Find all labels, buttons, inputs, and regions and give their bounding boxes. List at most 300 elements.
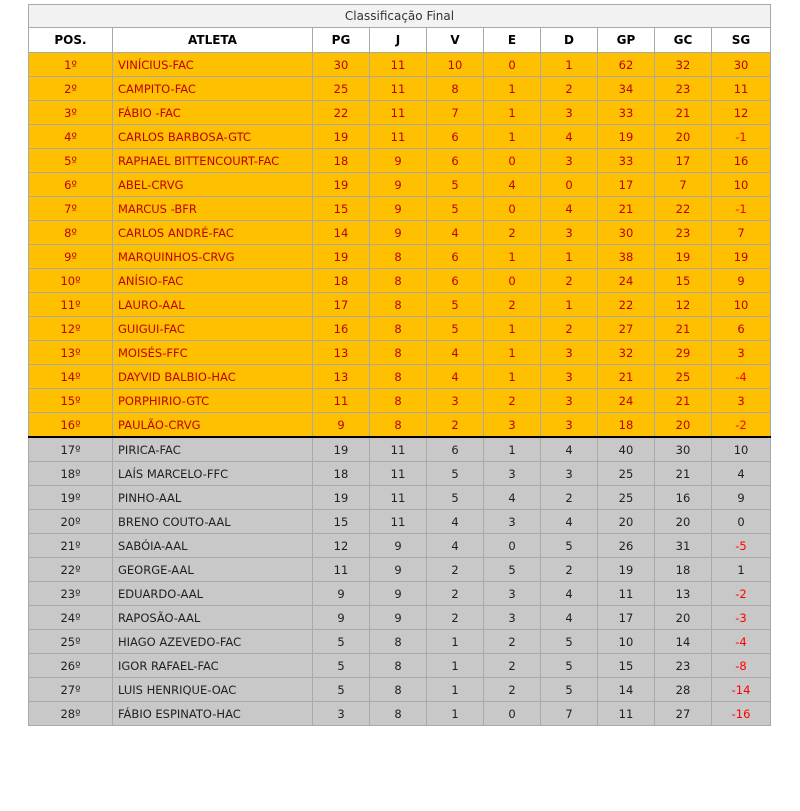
table-row — [29, 125, 771, 149]
cell-gc: 20 — [655, 510, 712, 534]
cell-gp: 18 — [598, 413, 655, 438]
cell-pg: 19 — [313, 173, 370, 197]
cell-name: CARLOS BARBOSA-GTC — [113, 125, 313, 149]
cell-gp: 33 — [598, 101, 655, 125]
cell-d: 5 — [541, 534, 598, 558]
cell-gp: 21 — [598, 197, 655, 221]
cell-gc: 21 — [655, 101, 712, 125]
cell-v: 1 — [427, 630, 484, 654]
table-row — [29, 173, 771, 197]
cell-gp: 34 — [598, 77, 655, 101]
cell-d: 2 — [541, 486, 598, 510]
cell-pg: 5 — [313, 678, 370, 702]
cell-sg: 9 — [712, 269, 771, 293]
cell-gp: 25 — [598, 486, 655, 510]
column-header: GP — [598, 28, 655, 53]
cell-sg: 19 — [712, 245, 771, 269]
cell-v: 2 — [427, 413, 484, 438]
cell-d: 3 — [541, 341, 598, 365]
cell-gc: 22 — [655, 197, 712, 221]
cell-gp: 24 — [598, 389, 655, 413]
cell-j: 9 — [370, 149, 427, 173]
standings-body — [29, 53, 771, 726]
cell-gp: 32 — [598, 341, 655, 365]
cell-j: 9 — [370, 558, 427, 582]
cell-j: 8 — [370, 702, 427, 726]
cell-j: 8 — [370, 293, 427, 317]
table-row — [29, 437, 771, 462]
cell-gc: 14 — [655, 630, 712, 654]
cell-e: 1 — [484, 101, 541, 125]
cell-name: MARQUINHOS-CRVG — [113, 245, 313, 269]
cell-e: 3 — [484, 413, 541, 438]
cell-pos: 17º — [29, 437, 113, 462]
cell-sg: 3 — [712, 341, 771, 365]
cell-sg: 3 — [712, 389, 771, 413]
cell-d: 5 — [541, 678, 598, 702]
cell-j: 9 — [370, 582, 427, 606]
column-header: J — [370, 28, 427, 53]
cell-gc: 15 — [655, 269, 712, 293]
cell-name: CARLOS ANDRÉ-FAC — [113, 221, 313, 245]
cell-v: 6 — [427, 437, 484, 462]
table-row — [29, 606, 771, 630]
cell-j: 8 — [370, 341, 427, 365]
cell-v: 2 — [427, 558, 484, 582]
cell-e: 2 — [484, 678, 541, 702]
table-row — [29, 317, 771, 341]
cell-sg: 6 — [712, 317, 771, 341]
cell-sg: 10 — [712, 173, 771, 197]
cell-gp: 21 — [598, 365, 655, 389]
cell-gc: 13 — [655, 582, 712, 606]
cell-sg: 7 — [712, 221, 771, 245]
cell-sg: -3 — [712, 606, 771, 630]
cell-sg: -4 — [712, 630, 771, 654]
cell-d: 4 — [541, 197, 598, 221]
cell-sg: -14 — [712, 678, 771, 702]
cell-e: 2 — [484, 654, 541, 678]
table-row — [29, 197, 771, 221]
cell-v: 1 — [427, 678, 484, 702]
cell-sg: -4 — [712, 365, 771, 389]
cell-v: 3 — [427, 389, 484, 413]
column-header: PG — [313, 28, 370, 53]
cell-pg: 9 — [313, 582, 370, 606]
cell-gc: 27 — [655, 702, 712, 726]
cell-name: GUIGUI-FAC — [113, 317, 313, 341]
cell-gp: 33 — [598, 149, 655, 173]
cell-e: 0 — [484, 149, 541, 173]
table-row — [29, 413, 771, 438]
table-row — [29, 101, 771, 125]
table-row — [29, 462, 771, 486]
cell-gc: 28 — [655, 678, 712, 702]
cell-pg: 18 — [313, 149, 370, 173]
cell-pos: 3º — [29, 101, 113, 125]
cell-e: 3 — [484, 606, 541, 630]
cell-d: 3 — [541, 221, 598, 245]
cell-pos: 15º — [29, 389, 113, 413]
table-row — [29, 534, 771, 558]
cell-gp: 15 — [598, 654, 655, 678]
cell-pos: 2º — [29, 77, 113, 101]
cell-pg: 19 — [313, 245, 370, 269]
column-header: D — [541, 28, 598, 53]
table-row — [29, 149, 771, 173]
cell-j: 8 — [370, 317, 427, 341]
cell-gp: 27 — [598, 317, 655, 341]
table-row — [29, 77, 771, 101]
cell-j: 11 — [370, 101, 427, 125]
cell-pg: 15 — [313, 510, 370, 534]
cell-gp: 20 — [598, 510, 655, 534]
cell-e: 2 — [484, 293, 541, 317]
cell-d: 5 — [541, 630, 598, 654]
table-row — [29, 53, 771, 77]
standings-sheet — [28, 4, 770, 726]
cell-gp: 26 — [598, 534, 655, 558]
cell-sg: -1 — [712, 197, 771, 221]
cell-pg: 16 — [313, 317, 370, 341]
cell-gp: 62 — [598, 53, 655, 77]
cell-d: 4 — [541, 606, 598, 630]
cell-j: 9 — [370, 606, 427, 630]
cell-name: FÁBIO -FAC — [113, 101, 313, 125]
cell-gp: 17 — [598, 606, 655, 630]
cell-e: 0 — [484, 534, 541, 558]
cell-name: DAYVID BALBIO-HAC — [113, 365, 313, 389]
cell-pg: 19 — [313, 437, 370, 462]
cell-pos: 4º — [29, 125, 113, 149]
cell-pos: 7º — [29, 197, 113, 221]
cell-v: 5 — [427, 197, 484, 221]
cell-pg: 12 — [313, 534, 370, 558]
cell-v: 4 — [427, 510, 484, 534]
cell-v: 4 — [427, 221, 484, 245]
cell-sg: 11 — [712, 77, 771, 101]
cell-v: 5 — [427, 293, 484, 317]
cell-name: CAMPITO-FAC — [113, 77, 313, 101]
cell-v: 5 — [427, 462, 484, 486]
column-header: E — [484, 28, 541, 53]
cell-d: 4 — [541, 437, 598, 462]
cell-j: 8 — [370, 654, 427, 678]
cell-sg: 30 — [712, 53, 771, 77]
cell-v: 4 — [427, 341, 484, 365]
cell-pos: 20º — [29, 510, 113, 534]
cell-e: 0 — [484, 269, 541, 293]
cell-d: 3 — [541, 413, 598, 438]
cell-gc: 7 — [655, 173, 712, 197]
cell-j: 11 — [370, 462, 427, 486]
cell-pg: 5 — [313, 630, 370, 654]
cell-pos: 11º — [29, 293, 113, 317]
cell-gp: 24 — [598, 269, 655, 293]
cell-e: 0 — [484, 702, 541, 726]
cell-e: 1 — [484, 77, 541, 101]
cell-sg: -2 — [712, 413, 771, 438]
cell-d: 1 — [541, 245, 598, 269]
cell-gp: 19 — [598, 558, 655, 582]
cell-j: 8 — [370, 245, 427, 269]
cell-name: IGOR RAFAEL-FAC — [113, 654, 313, 678]
cell-e: 1 — [484, 125, 541, 149]
cell-gc: 29 — [655, 341, 712, 365]
cell-d: 3 — [541, 365, 598, 389]
cell-gp: 19 — [598, 125, 655, 149]
column-header: SG — [712, 28, 771, 53]
cell-d: 7 — [541, 702, 598, 726]
cell-e: 1 — [484, 245, 541, 269]
cell-pg: 30 — [313, 53, 370, 77]
cell-gc: 18 — [655, 558, 712, 582]
cell-pg: 13 — [313, 365, 370, 389]
cell-gc: 23 — [655, 654, 712, 678]
cell-pos: 28º — [29, 702, 113, 726]
cell-v: 1 — [427, 654, 484, 678]
table-row — [29, 630, 771, 654]
cell-name: ABEL-CRVG — [113, 173, 313, 197]
cell-sg: -2 — [712, 582, 771, 606]
cell-e: 1 — [484, 437, 541, 462]
cell-j: 8 — [370, 365, 427, 389]
cell-name: EDUARDO-AAL — [113, 582, 313, 606]
cell-d: 2 — [541, 317, 598, 341]
table-row — [29, 221, 771, 245]
cell-gc: 16 — [655, 486, 712, 510]
cell-e: 1 — [484, 341, 541, 365]
cell-pos: 5º — [29, 149, 113, 173]
cell-v: 8 — [427, 77, 484, 101]
cell-gc: 12 — [655, 293, 712, 317]
table-row — [29, 510, 771, 534]
cell-d: 3 — [541, 149, 598, 173]
cell-gc: 21 — [655, 462, 712, 486]
cell-sg: 12 — [712, 101, 771, 125]
cell-gc: 31 — [655, 534, 712, 558]
cell-sg: -8 — [712, 654, 771, 678]
cell-v: 6 — [427, 269, 484, 293]
cell-gp: 11 — [598, 582, 655, 606]
cell-name: LUIS HENRIQUE-OAC — [113, 678, 313, 702]
cell-gp: 14 — [598, 678, 655, 702]
cell-j: 9 — [370, 173, 427, 197]
table-row — [29, 678, 771, 702]
cell-name: FÁBIO ESPINATO-HAC — [113, 702, 313, 726]
column-header: ATLETA — [113, 28, 313, 53]
cell-d: 3 — [541, 389, 598, 413]
cell-j: 8 — [370, 269, 427, 293]
cell-gp: 30 — [598, 221, 655, 245]
cell-e: 4 — [484, 173, 541, 197]
cell-pos: 6º — [29, 173, 113, 197]
cell-pg: 17 — [313, 293, 370, 317]
cell-d: 2 — [541, 558, 598, 582]
cell-sg: 10 — [712, 437, 771, 462]
cell-d: 4 — [541, 125, 598, 149]
cell-gc: 23 — [655, 221, 712, 245]
cell-d: 4 — [541, 510, 598, 534]
cell-name: LAÍS MARCELO-FFC — [113, 462, 313, 486]
cell-pg: 18 — [313, 269, 370, 293]
cell-v: 4 — [427, 365, 484, 389]
cell-j: 11 — [370, 437, 427, 462]
table-row — [29, 341, 771, 365]
cell-pg: 9 — [313, 413, 370, 438]
cell-e: 1 — [484, 365, 541, 389]
standings-table — [28, 4, 771, 726]
cell-sg: 1 — [712, 558, 771, 582]
table-row — [29, 702, 771, 726]
cell-j: 11 — [370, 53, 427, 77]
cell-name: HIAGO AZEVEDO-FAC — [113, 630, 313, 654]
cell-j: 11 — [370, 77, 427, 101]
cell-pos: 13º — [29, 341, 113, 365]
cell-name: SABÓIA-AAL — [113, 534, 313, 558]
cell-sg: 0 — [712, 510, 771, 534]
cell-e: 0 — [484, 53, 541, 77]
cell-d: 5 — [541, 654, 598, 678]
cell-pos: 24º — [29, 606, 113, 630]
cell-gc: 19 — [655, 245, 712, 269]
cell-d: 2 — [541, 269, 598, 293]
cell-v: 6 — [427, 149, 484, 173]
cell-sg: 10 — [712, 293, 771, 317]
cell-sg: 9 — [712, 486, 771, 510]
cell-name: PAULÃO-CRVG — [113, 413, 313, 438]
table-title: Classificação Final — [29, 5, 771, 28]
cell-gc: 23 — [655, 77, 712, 101]
cell-name: ANÍSIO-FAC — [113, 269, 313, 293]
cell-j: 8 — [370, 389, 427, 413]
cell-pg: 5 — [313, 654, 370, 678]
column-header: V — [427, 28, 484, 53]
cell-sg: 4 — [712, 462, 771, 486]
cell-pos: 27º — [29, 678, 113, 702]
table-row — [29, 293, 771, 317]
cell-gc: 17 — [655, 149, 712, 173]
cell-v: 2 — [427, 606, 484, 630]
cell-e: 5 — [484, 558, 541, 582]
cell-e: 2 — [484, 221, 541, 245]
cell-pg: 19 — [313, 125, 370, 149]
cell-d: 3 — [541, 101, 598, 125]
cell-gc: 20 — [655, 413, 712, 438]
cell-j: 9 — [370, 221, 427, 245]
cell-v: 7 — [427, 101, 484, 125]
cell-pg: 11 — [313, 389, 370, 413]
table-row — [29, 654, 771, 678]
cell-name: RAPOSÃO-AAL — [113, 606, 313, 630]
column-header: POS. — [29, 28, 113, 53]
cell-v: 5 — [427, 486, 484, 510]
cell-pos: 14º — [29, 365, 113, 389]
cell-pos: 23º — [29, 582, 113, 606]
cell-d: 1 — [541, 53, 598, 77]
table-row — [29, 558, 771, 582]
cell-pos: 26º — [29, 654, 113, 678]
cell-d: 2 — [541, 77, 598, 101]
cell-sg: -1 — [712, 125, 771, 149]
cell-d: 0 — [541, 173, 598, 197]
cell-pg: 15 — [313, 197, 370, 221]
cell-pg: 11 — [313, 558, 370, 582]
cell-pos: 12º — [29, 317, 113, 341]
cell-name: PINHO-AAL — [113, 486, 313, 510]
cell-pos: 18º — [29, 462, 113, 486]
cell-gc: 25 — [655, 365, 712, 389]
cell-gc: 20 — [655, 606, 712, 630]
cell-j: 8 — [370, 630, 427, 654]
cell-pos: 9º — [29, 245, 113, 269]
table-row — [29, 582, 771, 606]
cell-gc: 21 — [655, 317, 712, 341]
cell-pos: 16º — [29, 413, 113, 438]
cell-v: 6 — [427, 125, 484, 149]
cell-v: 6 — [427, 245, 484, 269]
cell-pg: 22 — [313, 101, 370, 125]
cell-name: VINÍCIUS-FAC — [113, 53, 313, 77]
cell-e: 1 — [484, 317, 541, 341]
cell-e: 2 — [484, 630, 541, 654]
cell-v: 5 — [427, 317, 484, 341]
cell-gc: 21 — [655, 389, 712, 413]
cell-e: 4 — [484, 486, 541, 510]
cell-name: PIRICA-FAC — [113, 437, 313, 462]
cell-pos: 1º — [29, 53, 113, 77]
cell-pos: 10º — [29, 269, 113, 293]
cell-d: 1 — [541, 293, 598, 317]
cell-e: 3 — [484, 510, 541, 534]
cell-j: 11 — [370, 510, 427, 534]
cell-e: 3 — [484, 462, 541, 486]
cell-gp: 38 — [598, 245, 655, 269]
cell-name: BRENO COUTO-AAL — [113, 510, 313, 534]
table-row — [29, 365, 771, 389]
cell-v: 5 — [427, 173, 484, 197]
cell-v: 2 — [427, 582, 484, 606]
table-row — [29, 389, 771, 413]
cell-name: LAURO-AAL — [113, 293, 313, 317]
cell-name: MARCUS -BFR — [113, 197, 313, 221]
table-row — [29, 245, 771, 269]
cell-gp: 22 — [598, 293, 655, 317]
cell-gp: 17 — [598, 173, 655, 197]
header-row — [29, 28, 771, 53]
column-header: GC — [655, 28, 712, 53]
cell-v: 10 — [427, 53, 484, 77]
cell-name: GEORGE-AAL — [113, 558, 313, 582]
cell-v: 4 — [427, 534, 484, 558]
cell-name: RAPHAEL BITTENCOURT-FAC — [113, 149, 313, 173]
cell-gp: 25 — [598, 462, 655, 486]
cell-j: 9 — [370, 534, 427, 558]
cell-pg: 14 — [313, 221, 370, 245]
cell-pg: 13 — [313, 341, 370, 365]
cell-pos: 22º — [29, 558, 113, 582]
cell-e: 0 — [484, 197, 541, 221]
cell-j: 11 — [370, 486, 427, 510]
cell-j: 11 — [370, 125, 427, 149]
cell-e: 2 — [484, 389, 541, 413]
table-row — [29, 269, 771, 293]
cell-gp: 11 — [598, 702, 655, 726]
cell-gp: 40 — [598, 437, 655, 462]
cell-pos: 8º — [29, 221, 113, 245]
cell-pg: 9 — [313, 606, 370, 630]
cell-d: 3 — [541, 462, 598, 486]
